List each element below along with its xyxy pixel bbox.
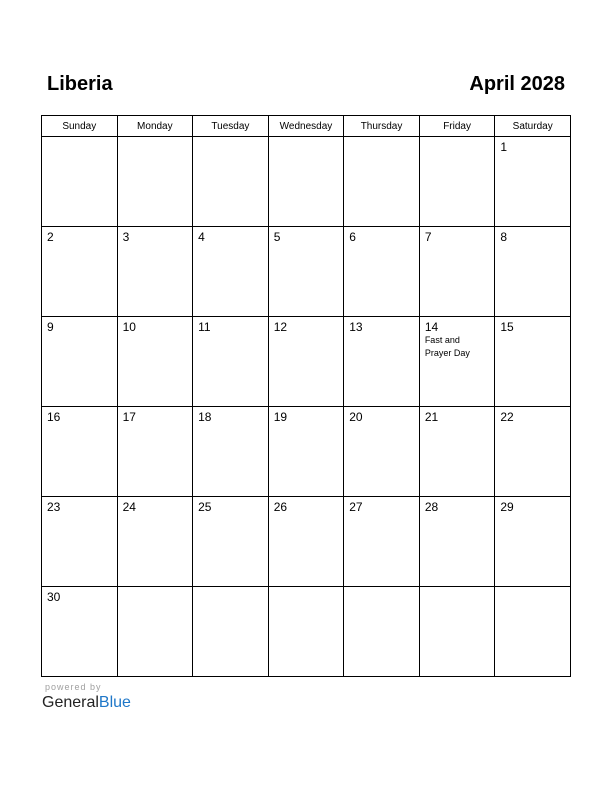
day-cell <box>117 317 193 407</box>
day-number: 12 <box>273 320 288 334</box>
weekday-thursday: Thursday <box>344 116 420 137</box>
day-number: 3 <box>122 230 130 244</box>
day-number: 26 <box>273 500 288 514</box>
day-number <box>420 587 495 590</box>
day-number: 23 <box>47 500 61 514</box>
day-cell <box>42 317 118 407</box>
day-cell <box>268 497 344 587</box>
week-row <box>42 407 571 497</box>
weekday-saturday: Saturday <box>495 116 571 137</box>
week-row <box>42 137 571 227</box>
day-number: 29 <box>500 500 514 514</box>
day-number: 7 <box>424 230 432 244</box>
day-number: 16 <box>47 410 61 424</box>
day-cell <box>268 227 344 317</box>
day-cell <box>495 407 571 497</box>
day-cell <box>42 407 118 497</box>
week-row <box>42 317 571 407</box>
day-cell <box>193 407 269 497</box>
day-cell <box>117 497 193 587</box>
week-row <box>42 227 571 317</box>
day-cell <box>42 587 118 677</box>
week-row <box>42 587 571 677</box>
brand-name-general: General <box>42 694 99 711</box>
day-number <box>118 587 193 590</box>
weekday-tuesday: Tuesday <box>193 116 269 137</box>
day-number <box>344 137 419 140</box>
day-cell <box>268 407 344 497</box>
day-number <box>118 137 193 140</box>
day-cell <box>419 407 495 497</box>
day-cell <box>419 227 495 317</box>
day-cell <box>193 227 269 317</box>
day-number: 30 <box>47 590 61 604</box>
day-number: 15 <box>500 320 514 334</box>
day-number: 20 <box>349 410 363 424</box>
day-cell <box>193 497 269 587</box>
day-cell <box>117 587 193 677</box>
day-number: 1 <box>500 140 508 154</box>
day-cell <box>117 227 193 317</box>
day-number <box>42 137 117 140</box>
day-number: 17 <box>122 410 136 424</box>
calendar-grid <box>41 115 571 677</box>
powered-by-label: powered by <box>45 682 102 692</box>
day-cell <box>193 317 269 407</box>
day-cell <box>268 587 344 677</box>
day-cell <box>42 497 118 587</box>
day-cell <box>193 137 269 227</box>
day-cell <box>495 227 571 317</box>
holiday-label: Fast and Prayer Day <box>424 335 470 358</box>
day-number: 14 <box>424 320 439 334</box>
day-cell <box>495 587 571 677</box>
month-title: April 2028 <box>469 73 565 95</box>
day-number: 24 <box>122 500 136 514</box>
day-number <box>420 137 495 140</box>
day-cell <box>419 497 495 587</box>
day-number: 11 <box>198 320 211 334</box>
day-number: 25 <box>198 500 212 514</box>
day-number <box>193 137 268 140</box>
weekday-sunday: Sunday <box>42 116 118 137</box>
day-number: 27 <box>349 500 363 514</box>
day-number: 9 <box>47 320 54 334</box>
day-cell <box>344 137 420 227</box>
day-number <box>495 587 570 590</box>
day-cell <box>117 407 193 497</box>
day-number <box>193 587 268 590</box>
country-title: Liberia <box>47 73 113 95</box>
day-number: 21 <box>424 410 439 424</box>
day-cell <box>495 497 571 587</box>
day-number: 10 <box>122 320 136 334</box>
brand-name-blue: Blue <box>98 694 131 711</box>
day-cell <box>268 317 344 407</box>
day-cell <box>117 137 193 227</box>
day-cell <box>42 227 118 317</box>
day-number <box>344 587 419 590</box>
day-cell <box>344 497 420 587</box>
day-cell <box>495 317 571 407</box>
day-cell <box>419 137 495 227</box>
day-cell-holiday <box>419 317 495 407</box>
day-cell <box>193 587 269 677</box>
weekday-header-row <box>42 116 571 137</box>
weekday-wednesday: Wednesday <box>268 116 344 137</box>
day-number: 5 <box>273 230 281 244</box>
day-number: 2 <box>47 230 54 244</box>
day-cell <box>344 227 420 317</box>
day-cell <box>495 137 571 227</box>
weekday-monday: Monday <box>117 116 193 137</box>
brand-logo <box>42 693 131 713</box>
day-cell <box>344 407 420 497</box>
day-number: 4 <box>198 230 205 244</box>
day-cell <box>344 317 420 407</box>
day-number: 28 <box>424 500 439 514</box>
day-cell <box>344 587 420 677</box>
day-number: 22 <box>500 410 514 424</box>
day-number: 6 <box>349 230 356 244</box>
day-number <box>269 137 344 140</box>
day-number <box>269 587 344 590</box>
day-number: 18 <box>198 410 212 424</box>
day-cell <box>268 137 344 227</box>
weekday-friday: Friday <box>419 116 495 137</box>
day-number: 8 <box>500 230 508 244</box>
day-cell <box>42 137 118 227</box>
week-row <box>42 497 571 587</box>
day-cell <box>419 587 495 677</box>
day-number: 19 <box>273 410 288 424</box>
day-number: 13 <box>349 320 363 334</box>
